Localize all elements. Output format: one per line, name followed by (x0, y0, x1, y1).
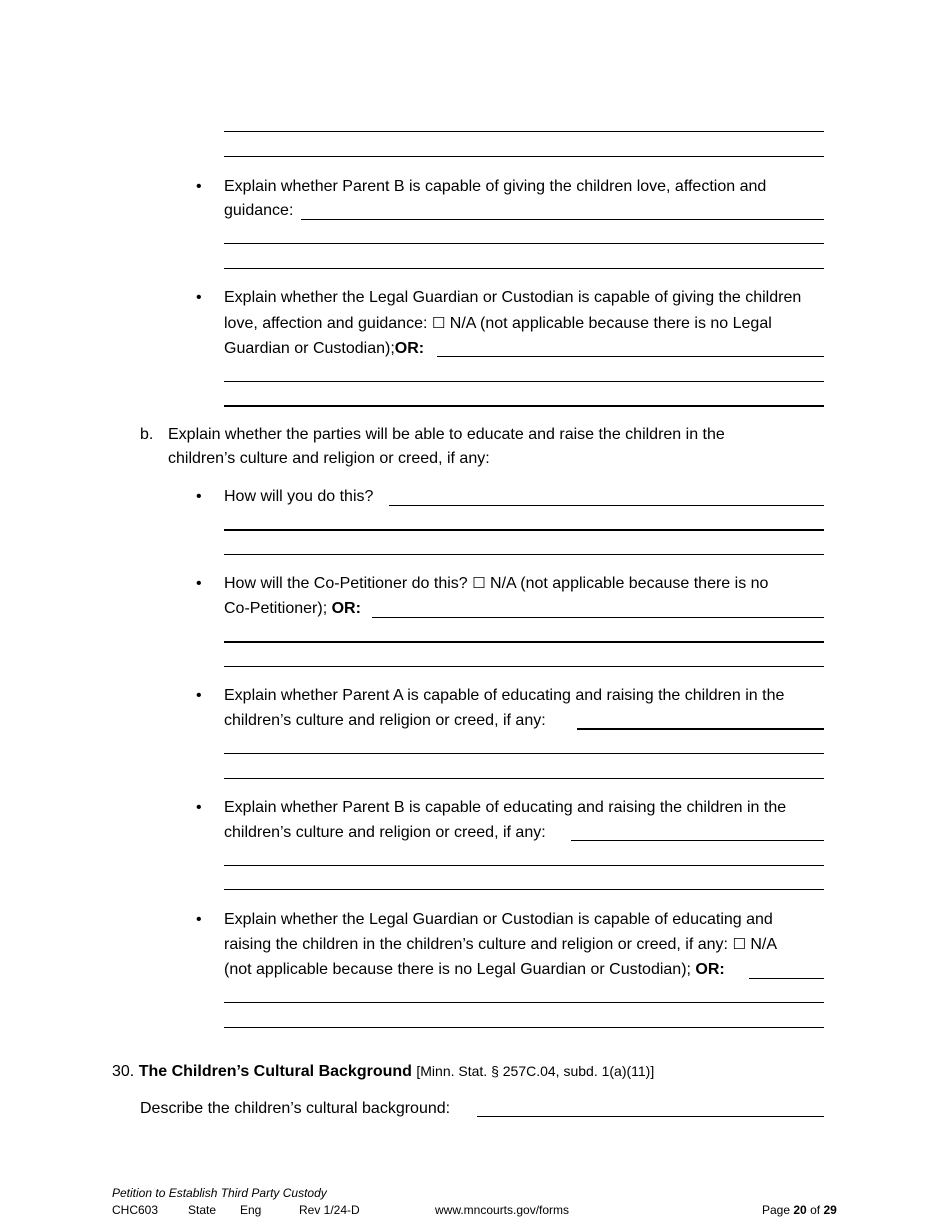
you-answer-line[interactable] (389, 505, 824, 506)
bullet: • (196, 575, 202, 592)
answer-line[interactable] (224, 156, 824, 157)
cultural-background-answer-line[interactable] (477, 1116, 824, 1117)
copetitioner-na-reason: Co-Petitioner); (224, 600, 328, 617)
answer-line[interactable] (224, 753, 824, 754)
na-label: N/A (750, 936, 778, 953)
copetitioner-question-end (224, 596, 361, 621)
copetitioner-question (224, 571, 768, 596)
guardian-love-label: love, affection and guidance: (224, 315, 428, 332)
guardian-edu-label: raising the children in the children’s culture and religion or creed, if any: (224, 936, 728, 953)
guardian-edu-answer-line[interactable] (749, 978, 824, 979)
answer-line[interactable] (224, 666, 824, 667)
website-link[interactable]: www.mncourts.gov/forms (435, 1203, 570, 1217)
answer-line[interactable] (224, 529, 824, 531)
answer-line[interactable] (224, 243, 824, 244)
guardian-edu-question: Explain whether the Legal Guardian or Custodian is capable of educating and (224, 911, 773, 928)
guardian-edu-question-end (224, 957, 725, 982)
answer-line[interactable] (224, 381, 824, 382)
answer-line[interactable] (224, 268, 824, 269)
answer-line[interactable] (224, 889, 824, 890)
jurisdiction: State (188, 1203, 217, 1217)
answer-line[interactable] (224, 554, 824, 555)
parent-b-edu-question-cont: children’s culture and religion or creed, if any: (224, 824, 546, 841)
copetitioner-answer-line[interactable] (372, 617, 824, 618)
answer-line[interactable] (224, 1027, 824, 1028)
section-title: The Children’s Cultural Background (138, 1063, 412, 1080)
na-checkbox[interactable]: ☐ (732, 935, 746, 953)
guardian-love-question-cont (224, 311, 772, 336)
cultural-background-prompt: Describe the children’s cultural background: (140, 1100, 451, 1117)
answer-line[interactable] (224, 865, 824, 866)
bullet: • (196, 289, 202, 306)
bullet: • (196, 911, 202, 928)
section-b-question: Explain whether the parties will be able to educate and raise the children in the (168, 426, 725, 443)
or-label: OR: (394, 340, 425, 357)
section-30-heading (112, 1059, 654, 1084)
parent-b-edu-question: Explain whether Parent B is capable of educating and raising the children in the (224, 799, 787, 816)
language: Eng (240, 1203, 262, 1217)
answer-line[interactable] (224, 131, 824, 132)
or-label: OR: (331, 600, 361, 617)
copetitioner-label: How will the Co-Petitioner do this? (224, 575, 468, 592)
parent-b-love-question: Explain whether Parent B is capable of giving the children love, affection and (224, 178, 767, 195)
guardian-love-question: Explain whether the Legal Guardian or Custodian is capable of giving the children (224, 289, 802, 306)
answer-line[interactable] (224, 778, 824, 779)
parent-b-love-answer-line[interactable] (301, 219, 824, 220)
statute-citation: [Minn. Stat. § 257C.04, subd. 1(a)(11)] (416, 1063, 655, 1079)
guardian-love-question-end (224, 336, 424, 361)
form-code: CHC603 (112, 1203, 159, 1217)
bullet: • (196, 687, 202, 704)
parent-b-love-question-cont: guidance: (224, 202, 294, 219)
answer-line[interactable] (224, 405, 824, 407)
bullet: • (196, 178, 202, 195)
na-checkbox[interactable]: ☐ (431, 314, 446, 332)
page-number: Page 20 of 29 (762, 1203, 837, 1217)
na-label: N/A (not applicable because there is no Legal (449, 315, 772, 332)
parent-a-edu-question: Explain whether Parent A is capable of educating and raising the children in the (224, 687, 785, 704)
section-number: 30. (112, 1063, 135, 1080)
section-b-letter: b. (140, 426, 154, 443)
guardian-edu-question-cont (224, 932, 777, 957)
answer-line[interactable] (224, 641, 824, 643)
parent-a-edu-question-cont: children’s culture and religion or creed, if any: (224, 712, 546, 729)
or-label: OR: (695, 961, 725, 978)
guardian-love-answer-line[interactable] (437, 356, 824, 357)
section-b-question-cont: children’s culture and religion or creed, if any: (168, 450, 490, 467)
revision: Rev 1/24-D (299, 1203, 360, 1217)
form-title: Petition to Establish Third Party Custody (112, 1186, 327, 1200)
guardian-edu-na-reason: (not applicable because there is no Legal Guardian or Custodian); (224, 961, 691, 978)
answer-line[interactable] (224, 1002, 824, 1003)
na-label: N/A (not applicable because there is no (490, 575, 769, 592)
you-question: How will you do this? (224, 488, 374, 505)
parent-b-edu-answer-line[interactable] (571, 840, 824, 841)
page-current: 20 (793, 1203, 807, 1217)
page-total: 29 (823, 1203, 837, 1217)
bullet: • (196, 799, 202, 816)
na-checkbox[interactable]: ☐ (472, 574, 486, 592)
parent-a-edu-answer-line[interactable] (577, 728, 824, 730)
guardian-love-na-reason: Guardian or Custodian); (224, 340, 395, 357)
bullet: • (196, 488, 202, 505)
